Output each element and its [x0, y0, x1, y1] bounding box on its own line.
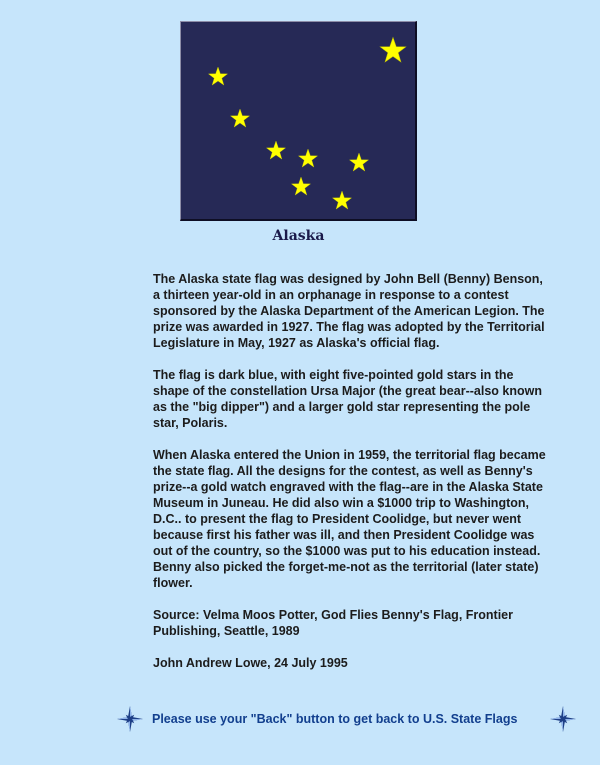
back-to-state-flags-link[interactable]: Please use your "Back" button to get back to U.S. State Flags: [152, 712, 518, 726]
article-body: [153, 271, 548, 671]
polaris-star: [380, 38, 406, 62]
dipper-star: [208, 67, 227, 85]
alaska-flag-image: [180, 21, 417, 221]
source-citation: Source: Velma Moos Potter, God Flies Benny's Flag, Frontier Publishing, Seattle, 1989: [153, 608, 513, 638]
dipper-star: [291, 177, 310, 195]
compass-star-icon: [116, 705, 144, 733]
paragraph-design: The flag is dark blue, with eight five-pointed gold stars in the shape of the constellation Ursa Major (the great bear--also known as the "big dipper") and a larger gold star representing the pole star, Polaris.: [153, 368, 542, 430]
dipper-star: [230, 109, 249, 127]
dipper-star: [349, 153, 368, 171]
paragraph-history: The Alaska state flag was designed by John Bell (Benny) Benson, a thirteen year-old in an orphanage in response to a contest sponsored by the Alaska Department of the American Legion. The prize was awarded in 1927. The flag was adopted by the Territorial Legislature in May, 1927 as Alaska's official flag.: [153, 272, 545, 350]
dipper-star: [266, 141, 285, 159]
flag-stars: [181, 22, 415, 219]
back-navigation: [116, 705, 579, 733]
flag-caption: Alaska: [272, 228, 325, 244]
dipper-star: [298, 149, 317, 167]
paragraph-statehood: When Alaska entered the Union in 1959, the territorial flag became the state flag. All the designs for the contest, as well as Benny's prize--a gold watch engraved with the flag--are in the Alaska State Museum in Juneau. He did also win a $1000 trip to Washington, D.C.. to present the flag to President Coolidge, but never went because first his father was ill, and then President Coolidge was out of the country, so the $1000 was put to his education instead. Benny also picked the forget-me-not as the territorial (later state) flower.: [153, 448, 546, 590]
author-signature: John Andrew Lowe, 24 July 1995: [153, 656, 348, 670]
compass-star-icon: [549, 705, 577, 733]
dipper-star: [332, 191, 351, 209]
